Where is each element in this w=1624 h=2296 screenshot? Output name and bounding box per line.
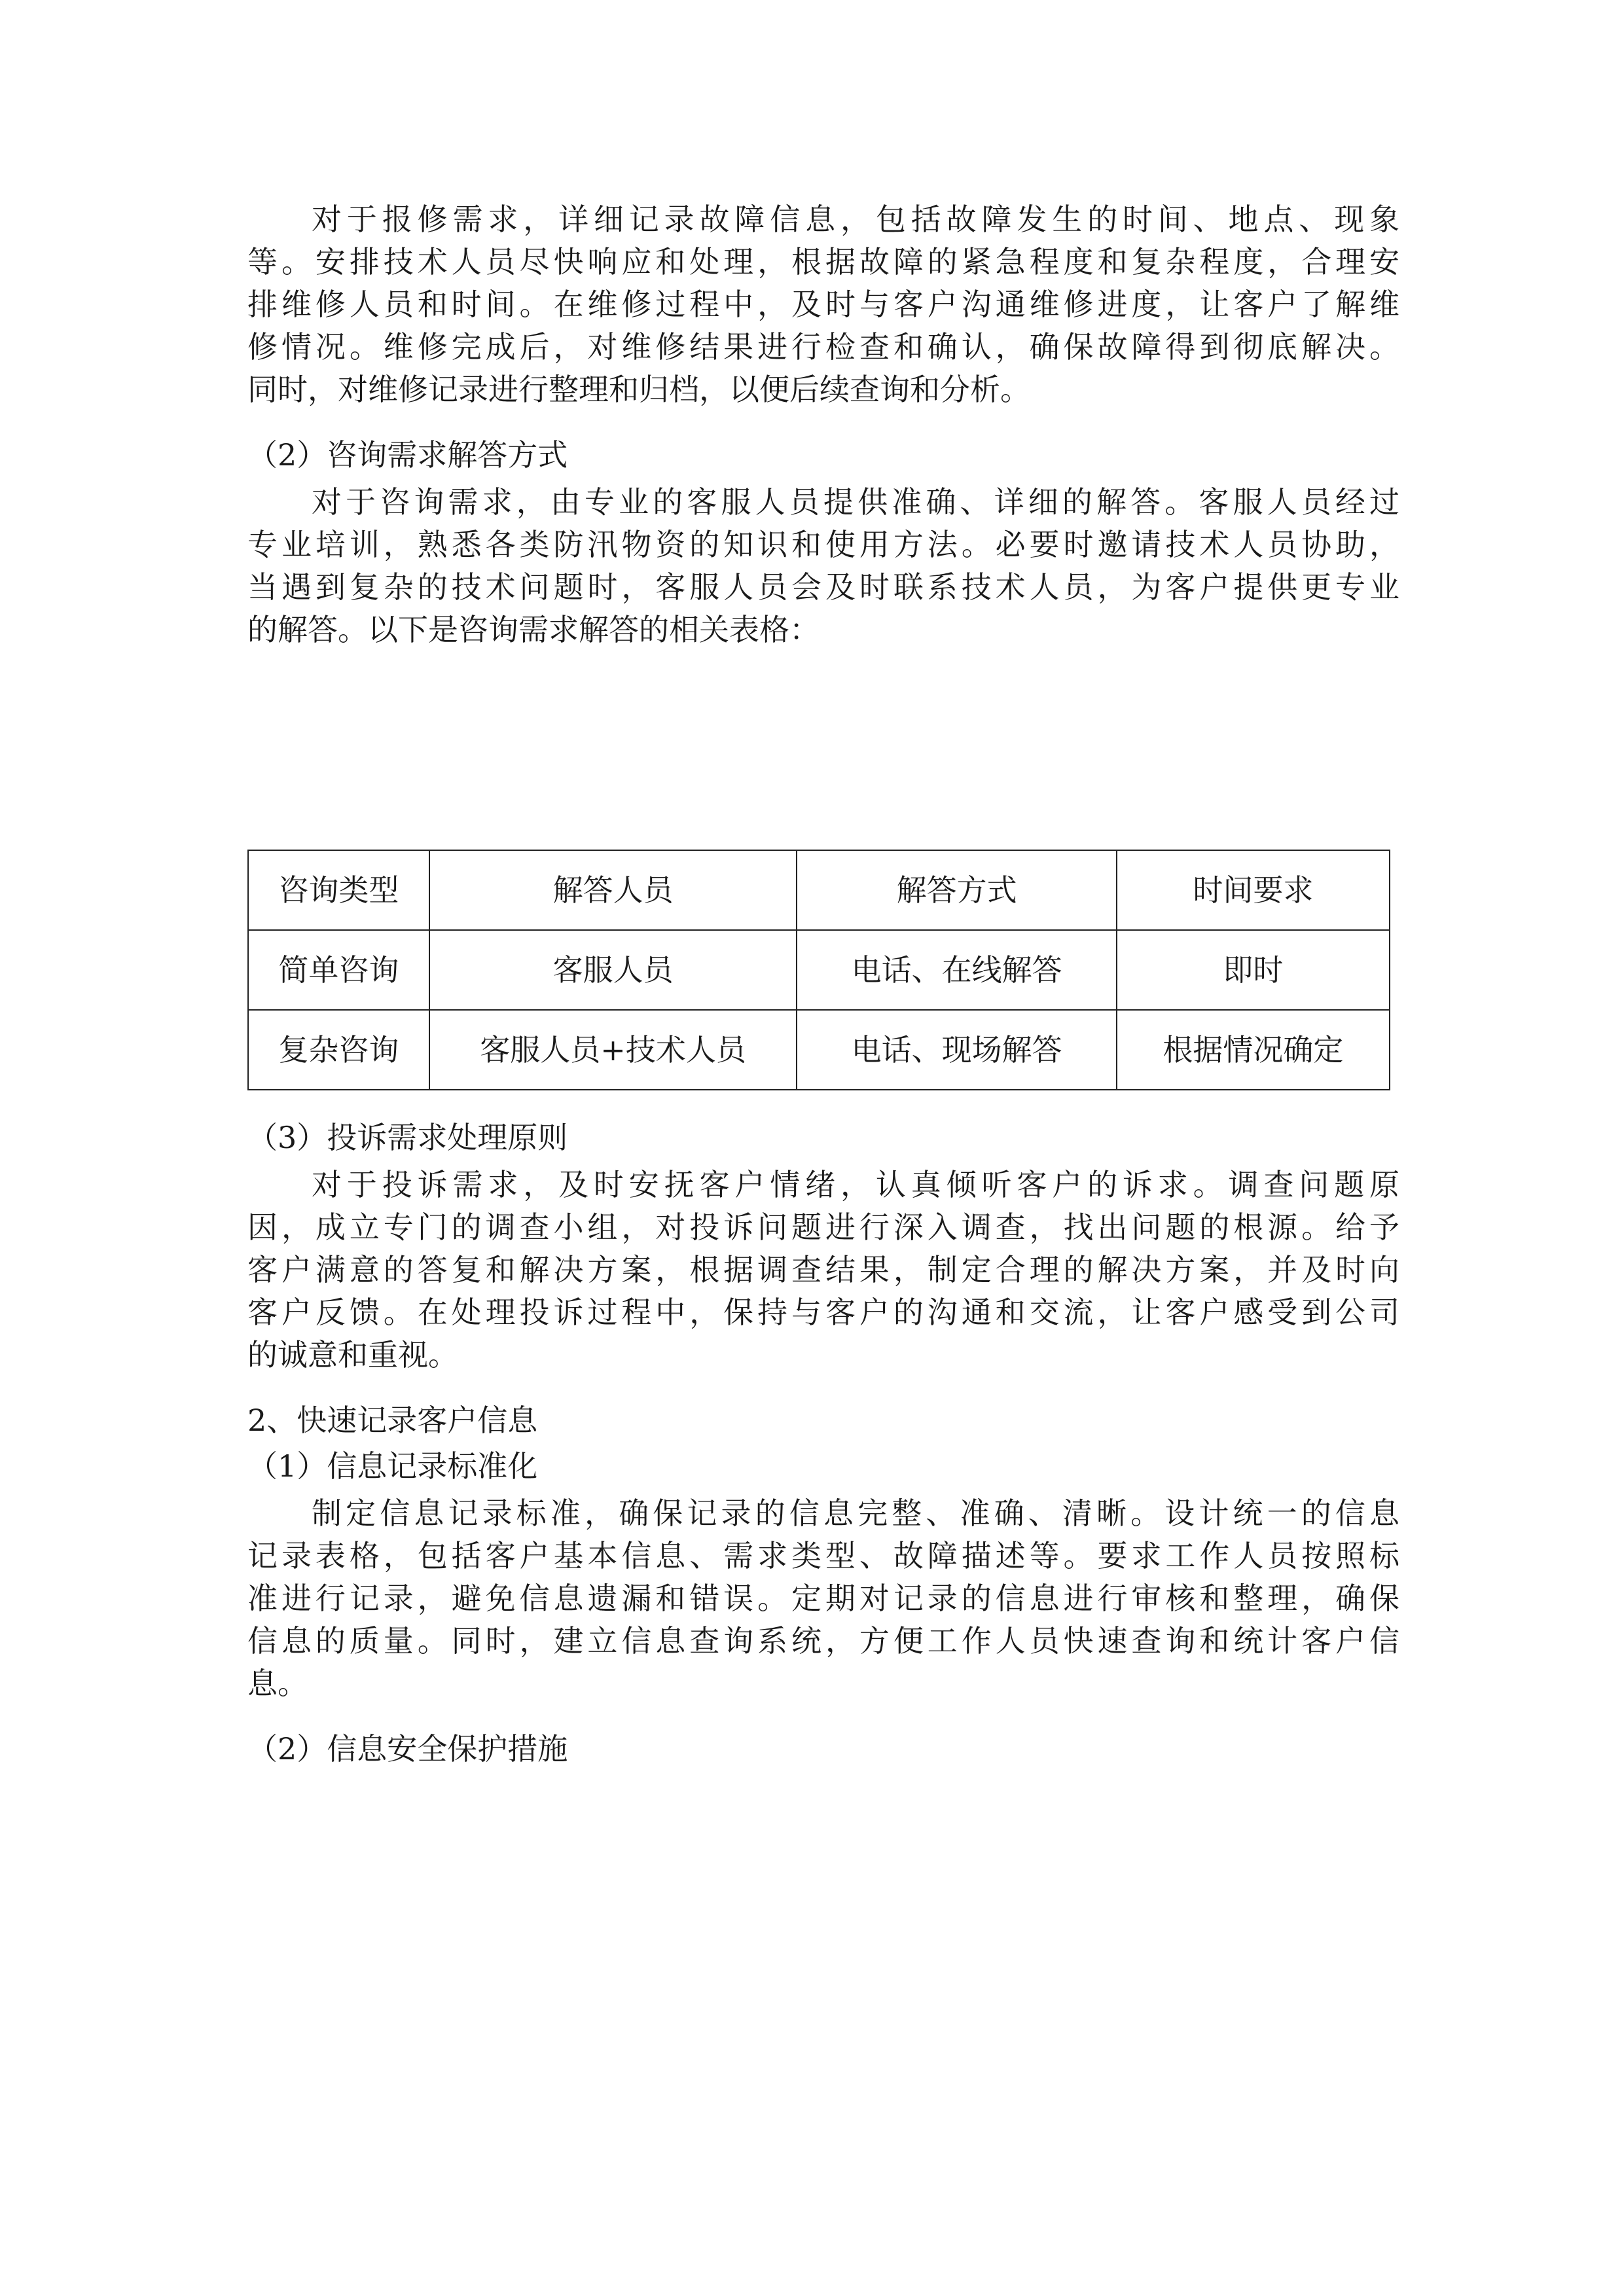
section-heading: （2）信息安全保护措施 bbox=[247, 1731, 568, 1767]
paragraph-line: 因，成立专门的调查小组，对投诉问题进行深入调查，找出问题的根源。给予 bbox=[247, 1210, 1399, 1245]
paragraph-line: 同时，对维修记录进行整理和归档，以便后续查询和分析。 bbox=[247, 372, 1030, 407]
paragraph-line: 对于报修需求，详细记录故障信息，包括故障发生的时间、地点、现象 bbox=[312, 202, 1399, 237]
table-header-row bbox=[248, 850, 1390, 930]
paragraph-line: 修情况。维修完成后，对维修结果进行检查和确认，确保故障得到彻底解决。 bbox=[247, 329, 1399, 365]
paragraph-line: 的诚意和重视。 bbox=[247, 1337, 458, 1372]
paragraph-line: 对于投诉需求，及时安抚客户情绪，认真倾听客户的诉求。调查问题原 bbox=[312, 1167, 1399, 1202]
consultation-table bbox=[247, 850, 1390, 1090]
paragraph-line: 等。安排技术人员尽快响应和处理，根据故障的紧急程度和复杂程度，合理安 bbox=[247, 244, 1399, 279]
paragraph-line: 息。 bbox=[247, 1666, 308, 1701]
paragraph-line: 当遇到复杂的技术问题时，客服人员会及时联系技术人员，为客户提供更专业 bbox=[247, 569, 1399, 605]
table-cell: 即时 bbox=[1117, 930, 1390, 1010]
table-cell: 客服人员 bbox=[429, 930, 797, 1010]
table-row bbox=[248, 930, 1390, 1010]
table-header-cell: 解答人员 bbox=[429, 850, 797, 930]
paragraph-line: 记录表格，包括客户基本信息、需求类型、故障描述等。要求工作人员按照标 bbox=[247, 1538, 1399, 1573]
paragraph-line: 准进行记录，避免信息遗漏和错误。定期对记录的信息进行审核和整理，确保 bbox=[247, 1581, 1399, 1616]
table-row bbox=[248, 1010, 1390, 1090]
section-heading: 2、快速记录客户信息 bbox=[247, 1403, 538, 1438]
paragraph-line: 排维修人员和时间。在维修过程中，及时与客户沟通维修进度，让客户了解维 bbox=[247, 287, 1399, 322]
paragraph-line: 信息的质量。同时，建立信息查询系统，方便工作人员快速查询和统计客户信 bbox=[247, 1623, 1399, 1659]
table-cell: 复杂咨询 bbox=[248, 1010, 429, 1090]
section-heading: （3）投诉需求处理原则 bbox=[247, 1120, 568, 1155]
section-heading: （1）信息记录标准化 bbox=[247, 1448, 538, 1484]
paragraph-line: 的解答。以下是咨询需求解答的相关表格： bbox=[247, 612, 820, 647]
section-heading: （2）咨询需求解答方式 bbox=[247, 437, 568, 473]
table-header-cell: 解答方式 bbox=[797, 850, 1116, 930]
table-header-cell: 咨询类型 bbox=[248, 850, 429, 930]
paragraph-line: 制定信息记录标准，确保记录的信息完整、准确、清晰。设计统一的信息 bbox=[312, 1496, 1399, 1531]
table-cell: 电话、在线解答 bbox=[797, 930, 1116, 1010]
table-cell: 根据情况确定 bbox=[1117, 1010, 1390, 1090]
paragraph-line: 专业培训，熟悉各类防汛物资的知识和使用方法。必要时邀请技术人员协助， bbox=[247, 527, 1399, 562]
table-header-cell: 时间要求 bbox=[1117, 850, 1390, 930]
table-cell: 电话、现场解答 bbox=[797, 1010, 1116, 1090]
paragraph-line: 客户反馈。在处理投诉过程中，保持与客户的沟通和交流，让客户感受到公司 bbox=[247, 1295, 1399, 1330]
table-cell: 简单咨询 bbox=[248, 930, 429, 1010]
paragraph-line: 客户满意的答复和解决方案，根据调查结果，制定合理的解决方案，并及时向 bbox=[247, 1252, 1399, 1287]
paragraph-line: 对于咨询需求，由专业的客服人员提供准确、详细的解答。客服人员经过 bbox=[312, 484, 1399, 520]
table-cell: 客服人员+技术人员 bbox=[429, 1010, 797, 1090]
